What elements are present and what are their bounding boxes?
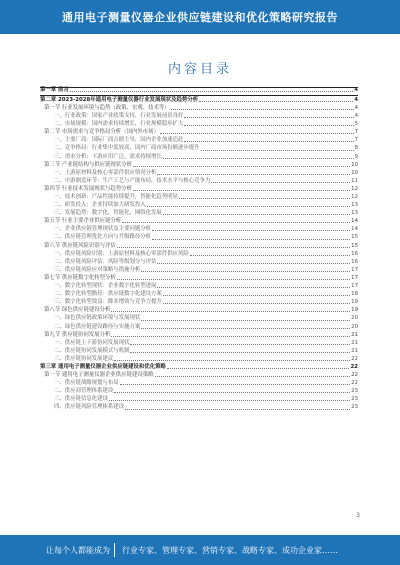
toc-entry-title: 三、发展趋势：数字化、智能化、网络化发展 [54, 210, 162, 217]
toc-subsection-entry[interactable] [40, 347, 358, 355]
toc-entry-title: 二、绿色供应链建设路径与实施方案 [54, 323, 141, 330]
toc-entry-page: 5 [354, 121, 358, 128]
toc-leader-dots [155, 376, 351, 377]
toc-entry-title: 二、数字化转型路径：供应链数字化建设方案 [54, 291, 162, 298]
toc-leader-dots [163, 158, 354, 159]
toc-subsection-entry[interactable] [40, 225, 358, 233]
toc-section-entry[interactable] [40, 128, 358, 136]
footer-slogan: 让每个人都能成为 [46, 546, 110, 555]
toc-leader-dots [157, 287, 350, 288]
toc-leader-dots [147, 206, 350, 207]
toc-entry-title: 第三节 产业链结构与供应链现状分析 [44, 161, 132, 168]
toc-entry-title: 一、行业政策：国家产业政策支持，行业发展前景良好 [54, 113, 184, 120]
toc-entry-page: 14 [351, 218, 358, 225]
toc-entry-title: 一、技术创新：产品性能持续提升，智能化趋势明显 [54, 194, 178, 201]
toc-entry-page: 4 [354, 104, 358, 111]
toc-subsection-entry[interactable] [40, 209, 358, 217]
toc-entry-page: 21 [351, 347, 358, 354]
toc-leader-dots [109, 400, 350, 401]
toc-entry-title: 第四节 行业技术发展现状与趋势分析 [44, 185, 132, 192]
toc-subsection-entry[interactable] [40, 323, 358, 331]
toc-subsection-entry[interactable] [40, 201, 358, 209]
toc-leader-dots [199, 101, 353, 102]
toc-entry-title: 第五节 行业主要企业供应链分析 [44, 218, 122, 225]
toc-entry-page: 22 [351, 380, 358, 387]
toc-entry-title: 一、供应链上下游协同发展现状 [54, 339, 130, 346]
toc-subsection-entry[interactable] [40, 379, 358, 387]
toc-leader-dots [157, 174, 350, 175]
toc-entry-page: 22 [351, 355, 358, 362]
toc-entry-page: 13 [351, 210, 358, 217]
toc-entry-title: 一、主要厂商：国际厂商占据主导，国内企业加速追赶 [54, 137, 184, 144]
toc-leader-dots [125, 409, 350, 410]
toc-subsection-entry[interactable] [40, 153, 358, 161]
toc-entry-title: 三、数字化转型效益：降本增效与竞争力提升 [54, 299, 162, 306]
toc-subsection-entry[interactable] [40, 282, 358, 290]
table-of-contents [40, 86, 358, 412]
toc-leader-dots [184, 141, 353, 142]
toc-entry-page: 22 [351, 372, 358, 379]
toc-entry-title: 一、数字化转型现状：企业数字化转型进展 [54, 283, 157, 290]
toc-leader-dots [184, 117, 353, 118]
toc-subsection-entry[interactable] [40, 136, 358, 144]
toc-entry-title: 第七节 供应链数字化转型分析 [44, 274, 116, 281]
toc-leader-dots [122, 222, 350, 223]
toc-subsection-entry[interactable] [40, 250, 358, 258]
toc-leader-dots [184, 125, 353, 126]
toc-subsection-entry[interactable] [40, 144, 358, 152]
toc-entry-title: 第一节 通用电子测量仪器企业供应链建设策略 [44, 372, 154, 379]
toc-subsection-entry[interactable] [40, 112, 358, 120]
toc-entry-title: 第八节 绿色供应链建设分析 [44, 307, 111, 314]
toc-leader-dots [160, 133, 354, 134]
toc-entry-title: 三、供应链风险应对策略与措施分析 [54, 266, 141, 273]
toc-subsection-entry[interactable] [40, 314, 358, 322]
toc-entry-page: 13 [351, 202, 358, 209]
toc-entry-title: 三、供应链信息化建设 [54, 396, 108, 403]
toc-section-entry[interactable] [40, 371, 358, 379]
toc-section-entry[interactable] [40, 274, 358, 282]
page-number: 3 [356, 512, 360, 519]
toc-entry-page: 7 [354, 137, 358, 144]
toc-leader-dots [133, 190, 350, 191]
toc-leader-dots [167, 368, 350, 369]
toc-entry-page: 11 [351, 177, 358, 184]
toc-entry-title: 二、供应链协同发展模式与机制 [54, 347, 130, 354]
toc-entry-title: 二、竞争格局：行业集中度较高，国内厂商市场份额逐步提升 [54, 145, 200, 152]
toc-entry-page: 4 [354, 87, 358, 93]
toc-subsection-entry[interactable] [40, 355, 358, 363]
toc-leader-dots [70, 91, 353, 92]
toc-entry-page: 21 [351, 331, 358, 338]
toc-entry-title: 一、绿色供应链政策环境与发展现状 [54, 315, 141, 322]
toc-leader-dots [141, 320, 350, 321]
toc-chapter-entry[interactable] [40, 96, 358, 104]
toc-entry-page: 4 [354, 113, 358, 120]
toc-entry-title: 第一节 行业发展环境与趋势（政策、宏观、技术等） [44, 104, 170, 111]
toc-entry-page: 14 [351, 226, 358, 233]
toc-entry-title: 三、需求分析：下游应用广泛，需求持续增长 [54, 153, 162, 160]
toc-leader-dots [120, 384, 350, 385]
toc-entry-page: 19 [351, 307, 358, 314]
toc-leader-dots [117, 247, 350, 248]
toc-entry-page: 8 [354, 145, 358, 152]
toc-entry-title: 第六节 供应链风险识别与评估 [44, 242, 116, 249]
toc-entry-title: 一、企业供应链管理现状及主要问题分析 [54, 226, 152, 233]
toc-leader-dots [179, 198, 350, 199]
toc-entry-page: 10 [351, 169, 358, 176]
toc-chapter-entry[interactable] [40, 86, 358, 94]
toc-subsection-entry[interactable] [40, 233, 358, 241]
toc-section-entry[interactable] [40, 306, 358, 314]
toc-leader-dots [211, 182, 350, 183]
toc-entry-page: 18 [351, 291, 358, 298]
footer-divider [114, 543, 115, 557]
toc-entry-title: 四、供应链风险管理体系建设 [54, 404, 125, 411]
toc-entry-page: 12 [351, 185, 358, 192]
toc-section-entry[interactable] [40, 161, 358, 169]
toc-subsection-entry[interactable] [40, 193, 358, 201]
toc-entry-title: 第九节 供应链协同发展分析 [44, 331, 111, 338]
toc-section-entry[interactable] [40, 217, 358, 225]
toc-entry-title: 二、研发投入：企业持续加大研发投入 [54, 202, 146, 209]
toc-entry-title: 一、供应链风险识别：上游原材料及核心零部件供应风险 [54, 250, 189, 257]
toc-entry-page: 16 [351, 258, 358, 265]
toc-subsection-entry[interactable] [40, 169, 358, 177]
toc-leader-dots [201, 150, 354, 151]
toc-entry-page: 4 [354, 96, 358, 103]
toc-entry-page: 16 [351, 250, 358, 257]
toc-entry-title: 第三章 通用电子测量仪器企业供应链建设和优化策略 [40, 363, 166, 370]
toc-leader-dots [171, 109, 354, 110]
toc-subsection-entry[interactable] [40, 387, 358, 395]
toc-subsection-entry[interactable] [40, 403, 358, 411]
toc-subsection-entry[interactable] [40, 258, 358, 266]
toc-entry-title: 二、供应链风险评估：风险等级划分与评估 [54, 258, 157, 265]
toc-entry-page: 22 [350, 363, 358, 370]
toc-entry-page: 19 [351, 299, 358, 306]
toc-section-entry[interactable] [40, 331, 358, 339]
toc-leader-dots [163, 303, 350, 304]
toc-entry-page: 17 [351, 283, 358, 290]
toc-entry-title: 二、供应链管理优化方向与升级路径分析 [54, 234, 152, 241]
toc-entry-page: 15 [351, 234, 358, 241]
toc-entry-title: 三、供应链协同发展建议 [54, 355, 114, 362]
toc-subsection-entry[interactable] [40, 290, 358, 298]
toc-leader-dots [114, 392, 350, 393]
toc-leader-dots [114, 360, 350, 361]
toc-entry-page: 20 [351, 323, 358, 330]
toc-entry-page: 10 [351, 161, 358, 168]
toc-leader-dots [190, 255, 350, 256]
toc-entry-page: 23 [351, 396, 358, 403]
toc-section-entry[interactable] [40, 242, 358, 250]
toc-entry-page: 7 [354, 129, 358, 136]
toc-subsection-entry[interactable] [40, 177, 358, 185]
toc-entry-page: 21 [351, 339, 358, 346]
toc-subsection-entry[interactable] [40, 339, 358, 347]
toc-entry-title: 第一章 前言 [40, 87, 69, 93]
toc-leader-dots [157, 263, 350, 264]
toc-entry-page: 15 [351, 242, 358, 249]
toc-chapter-entry[interactable] [40, 363, 358, 371]
toc-entry-title: 一、供应链战略规划与布局 [54, 380, 119, 387]
toc-subsection-entry[interactable] [40, 298, 358, 306]
toc-entry-page: 9 [354, 153, 358, 160]
toc-leader-dots [117, 279, 350, 280]
toc-leader-dots [111, 336, 350, 337]
report-title: 通用电子测量仪器企业供应链建设和优化策略研究报告 [62, 11, 338, 24]
toc-entry-page: 12 [351, 194, 358, 201]
toc-leader-dots [152, 239, 350, 240]
toc-entry-page: 23 [351, 404, 358, 411]
toc-entry-title: 二、市场规模：国内需求持续增长，行业规模稳步扩大 [54, 121, 184, 128]
toc-leader-dots [130, 352, 350, 353]
toc-leader-dots [163, 214, 350, 215]
toc-leader-dots [163, 295, 350, 296]
toc-entry-page: 17 [351, 274, 358, 281]
toc-leader-dots [130, 344, 350, 345]
toc-leader-dots [111, 311, 350, 312]
footer-experts-text: 行业专家、管理专家、营销专家、战略专家、成功企业家…… [122, 546, 338, 555]
toc-leader-dots [152, 230, 350, 231]
toc-section-entry[interactable] [40, 185, 358, 193]
toc-subsection-entry[interactable] [40, 120, 358, 128]
toc-entry-page: 23 [351, 388, 358, 395]
toc-entry-title: 二、中游制造环节：生产工艺与产能布局，技术水平与核心竞争力 [54, 177, 211, 184]
toc-leader-dots [133, 166, 350, 167]
toc-section-entry[interactable] [40, 104, 358, 112]
toc-entry-title: 一、上游原材料及核心零部件供应情况分析 [54, 169, 157, 176]
toc-heading: 内容目录 [167, 62, 232, 77]
toc-entry-page: 17 [351, 266, 358, 273]
toc-subsection-entry[interactable] [40, 266, 358, 274]
toc-leader-dots [141, 328, 350, 329]
report-header-bar [0, 0, 400, 34]
footer-bar [0, 535, 400, 565]
toc-entry-title: 第二节 市场需求与竞争格局分析（国内外市场） [44, 129, 159, 136]
toc-entry-title: 二、供应商管理体系建设 [54, 388, 114, 395]
toc-entry-title: 第二章 2023-2028年通用电子测量仪器行业发展现状及趋势分析 [40, 96, 199, 103]
toc-subsection-entry[interactable] [40, 395, 358, 403]
toc-leader-dots [141, 271, 350, 272]
toc-entry-page: 20 [351, 315, 358, 322]
